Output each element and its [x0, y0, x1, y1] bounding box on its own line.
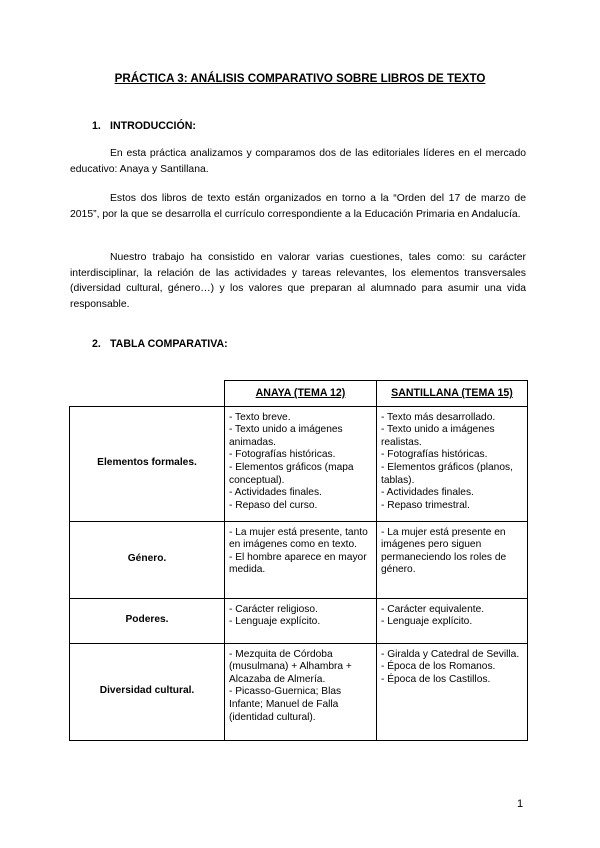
list-item: - Texto unido a imágenes realistas.: [381, 424, 495, 448]
santillana-cell: [377, 521, 528, 598]
list-item: - Carácter equivalente.: [381, 603, 485, 615]
anaya-cell: [225, 406, 377, 521]
list-item: - Fotografías históricas.: [381, 449, 488, 461]
section-tabla-heading: [92, 338, 228, 350]
table-row: [70, 643, 528, 740]
table-row: [70, 406, 528, 521]
list-item: - Época de los Romanos.: [381, 661, 496, 673]
table-corner-cell: [70, 381, 225, 407]
list-item: - Texto más desarrollado.: [381, 411, 496, 423]
list-item: - Giralda y Catedral de Sevilla.: [381, 648, 520, 660]
table-row: [70, 598, 528, 643]
list-item: - Repaso trimestral.: [381, 499, 470, 511]
page-number: 1: [517, 798, 524, 810]
list-item: - Actividades finales.: [229, 487, 322, 499]
section-heading-text: INTRODUCCIÓN:: [110, 120, 196, 132]
comparison-table: [69, 380, 528, 741]
list-item: - Carácter religioso.: [229, 603, 318, 615]
anaya-cell: [225, 598, 377, 643]
section-introduccion-heading: [92, 120, 196, 132]
list-item: - Picasso-Guernica; Blas Infante; Manuel de Falla (identidad cultural).: [229, 686, 342, 723]
section-heading-text: TABLA COMPARATIVA:: [110, 338, 228, 350]
row-label: Elementos formales.: [70, 406, 225, 521]
anaya-cell: [225, 521, 377, 598]
document-title: PRÁCTICA 3: ANÁLISIS COMPARATIVO SOBRE LIBROS DE TEXTO: [114, 72, 486, 85]
list-item: - Elementos gráficos (planos, tablas).: [381, 461, 513, 486]
table-row: [70, 521, 528, 598]
list-item: - Repaso del curso.: [229, 499, 318, 511]
list-item: - El hombre aparece en mayor medida.: [229, 551, 367, 576]
list-item: - La mujer está presente, tanto en imágenes como en texto.: [229, 526, 368, 551]
list-item: - Fotografías históricas.: [229, 449, 336, 461]
intro-paragraph-2: [70, 191, 526, 222]
santillana-cell: [377, 598, 528, 643]
paragraph-text: Estos dos libros de texto están organizados en torno a la “Orden del 17 de marzo de 2015”, por la que se desarrolla el currículo correspondiente a la Educación Primaria en Andalucía.: [70, 193, 526, 220]
section-number: 2.: [92, 338, 101, 350]
list-item: - Lenguaje explícito.: [381, 616, 473, 628]
row-label: Poderes.: [70, 598, 225, 643]
list-item: - Lenguaje explícito.: [229, 616, 321, 628]
list-item: - La mujer está presente en imágenes pero siguen permaneciendo los roles de género.: [381, 526, 507, 576]
list-item: - Texto breve.: [229, 411, 291, 423]
anaya-cell: [225, 643, 377, 740]
intro-paragraph-1: [70, 146, 526, 177]
paragraph-text: En esta práctica analizamos y comparamos dos de las editoriales líderes en el mercado educativo: Anaya y Santillana.: [70, 148, 526, 175]
list-item: - Actividades finales.: [381, 487, 474, 499]
list-item: - Época de los Castillos.: [381, 673, 491, 685]
row-label: Género.: [70, 521, 225, 598]
header-anaya: ANAYA (TEMA 12): [225, 381, 377, 407]
santillana-cell: [377, 643, 528, 740]
intro-paragraph-3: [70, 250, 526, 312]
row-label: Diversidad cultural.: [70, 643, 225, 740]
section-number: 1.: [92, 120, 101, 132]
list-item: - Elementos gráficos (mapa conceptual).: [229, 461, 354, 486]
santillana-cell: [377, 406, 528, 521]
list-item: - Mezquita de Córdoba (musulmana) + Alhambra + Alcazaba de Almería.: [229, 648, 352, 685]
list-item: - Texto unido a imágenes animadas.: [229, 424, 343, 448]
table-header-row: [70, 381, 528, 407]
header-santillana: SANTILLANA (TEMA 15): [377, 381, 528, 407]
paragraph-text: Nuestro trabajo ha consistido en valorar varias cuestiones, tales como: su carácter interdisciplinar, la relación de las actividades y tareas relevantes, los elementos transversales (diversidad cultural, género…) y los valores que preparan al alumnado para asumir una vida responsable.: [70, 252, 526, 310]
